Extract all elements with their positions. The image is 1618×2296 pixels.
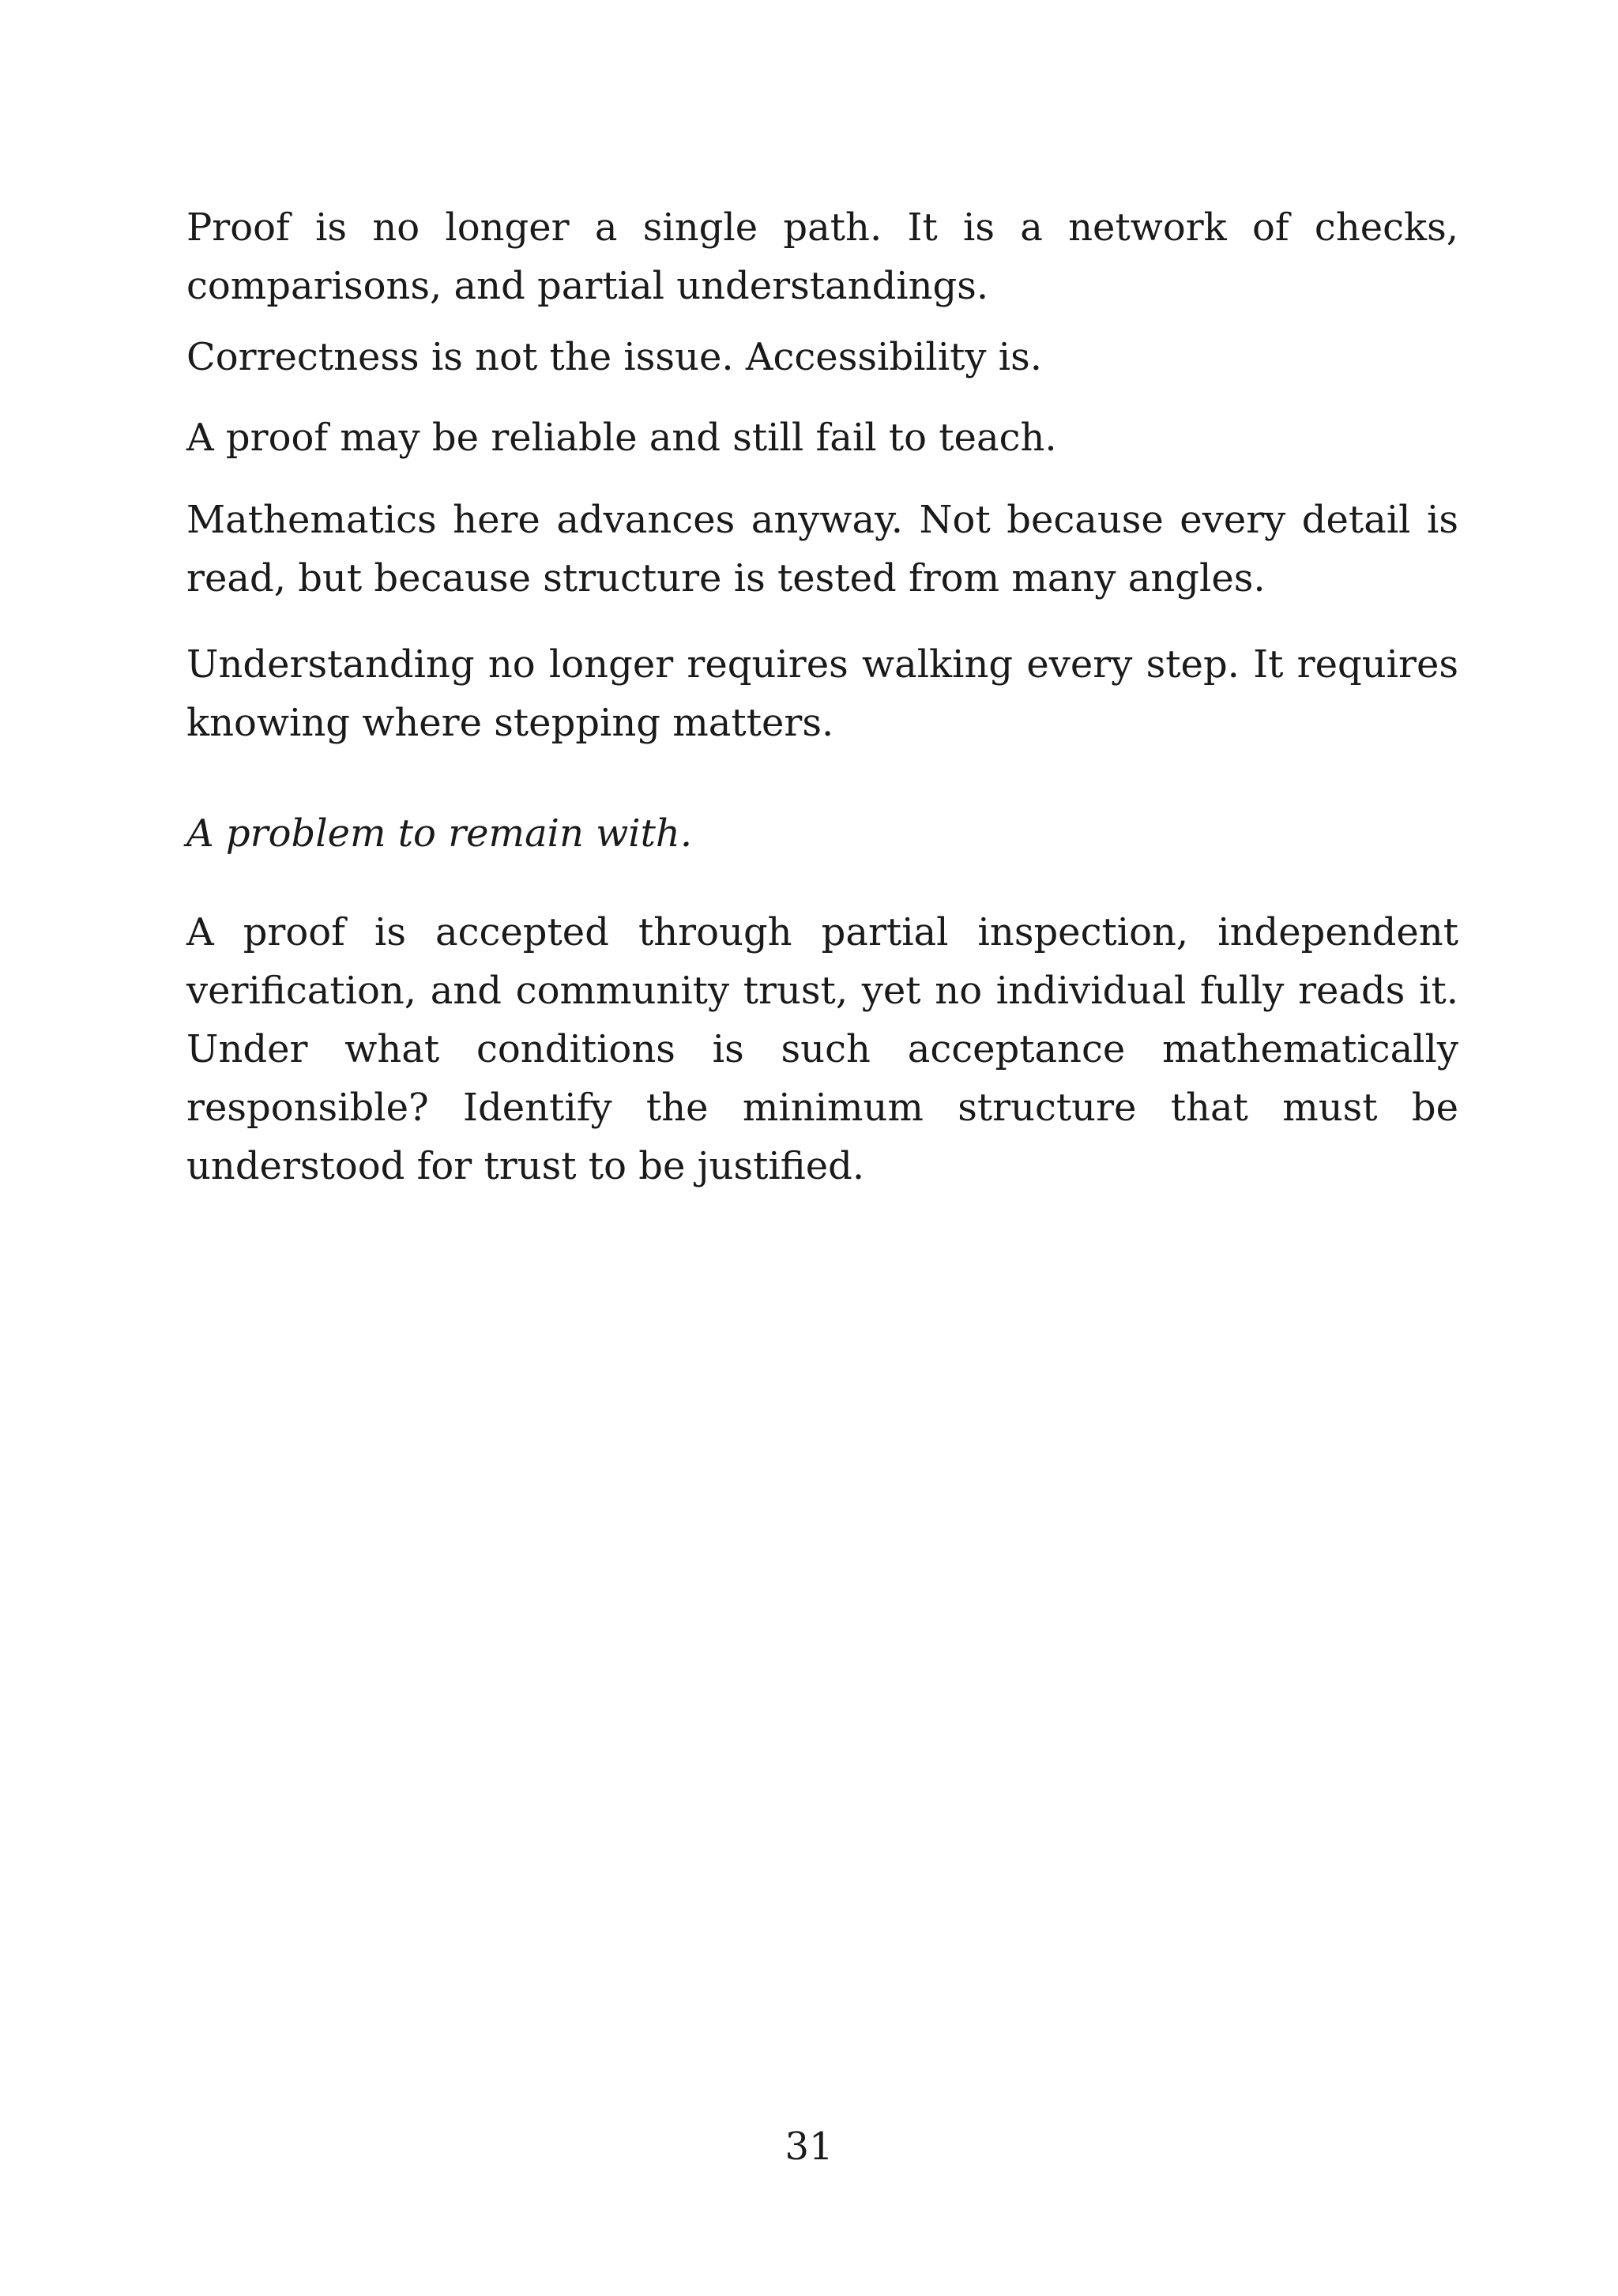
paragraph-understanding: Understanding no longer requires walking every step. It requires knowing where stepping matters. [186,642,1458,745]
paragraph-reliable-proof: A proof may be reliable and still fail to teach. [186,416,1057,460]
problem-text: A proof is accepted through partial inspection, independent verification, and community trust, yet no individual fully reads it. Under what conditions is such acceptance mathematically responsible? Identify the minimum structure that must be understood for trust to be justified. [186,910,1458,1188]
paragraph-proof-network: Proof is no longer a single path. It is a network of checks, comparisons, and partial understandings. [186,205,1458,308]
page-number: 31 [785,2125,833,2169]
paragraph-mathematics-advances: Mathematics here advances anyway. Not because every detail is read, but because structure is tested from many angles. [186,498,1458,600]
problem-heading: A problem to remain with. [186,811,693,856]
paragraph-correctness: Correctness is not the issue. Accessibility is. [186,335,1042,379]
